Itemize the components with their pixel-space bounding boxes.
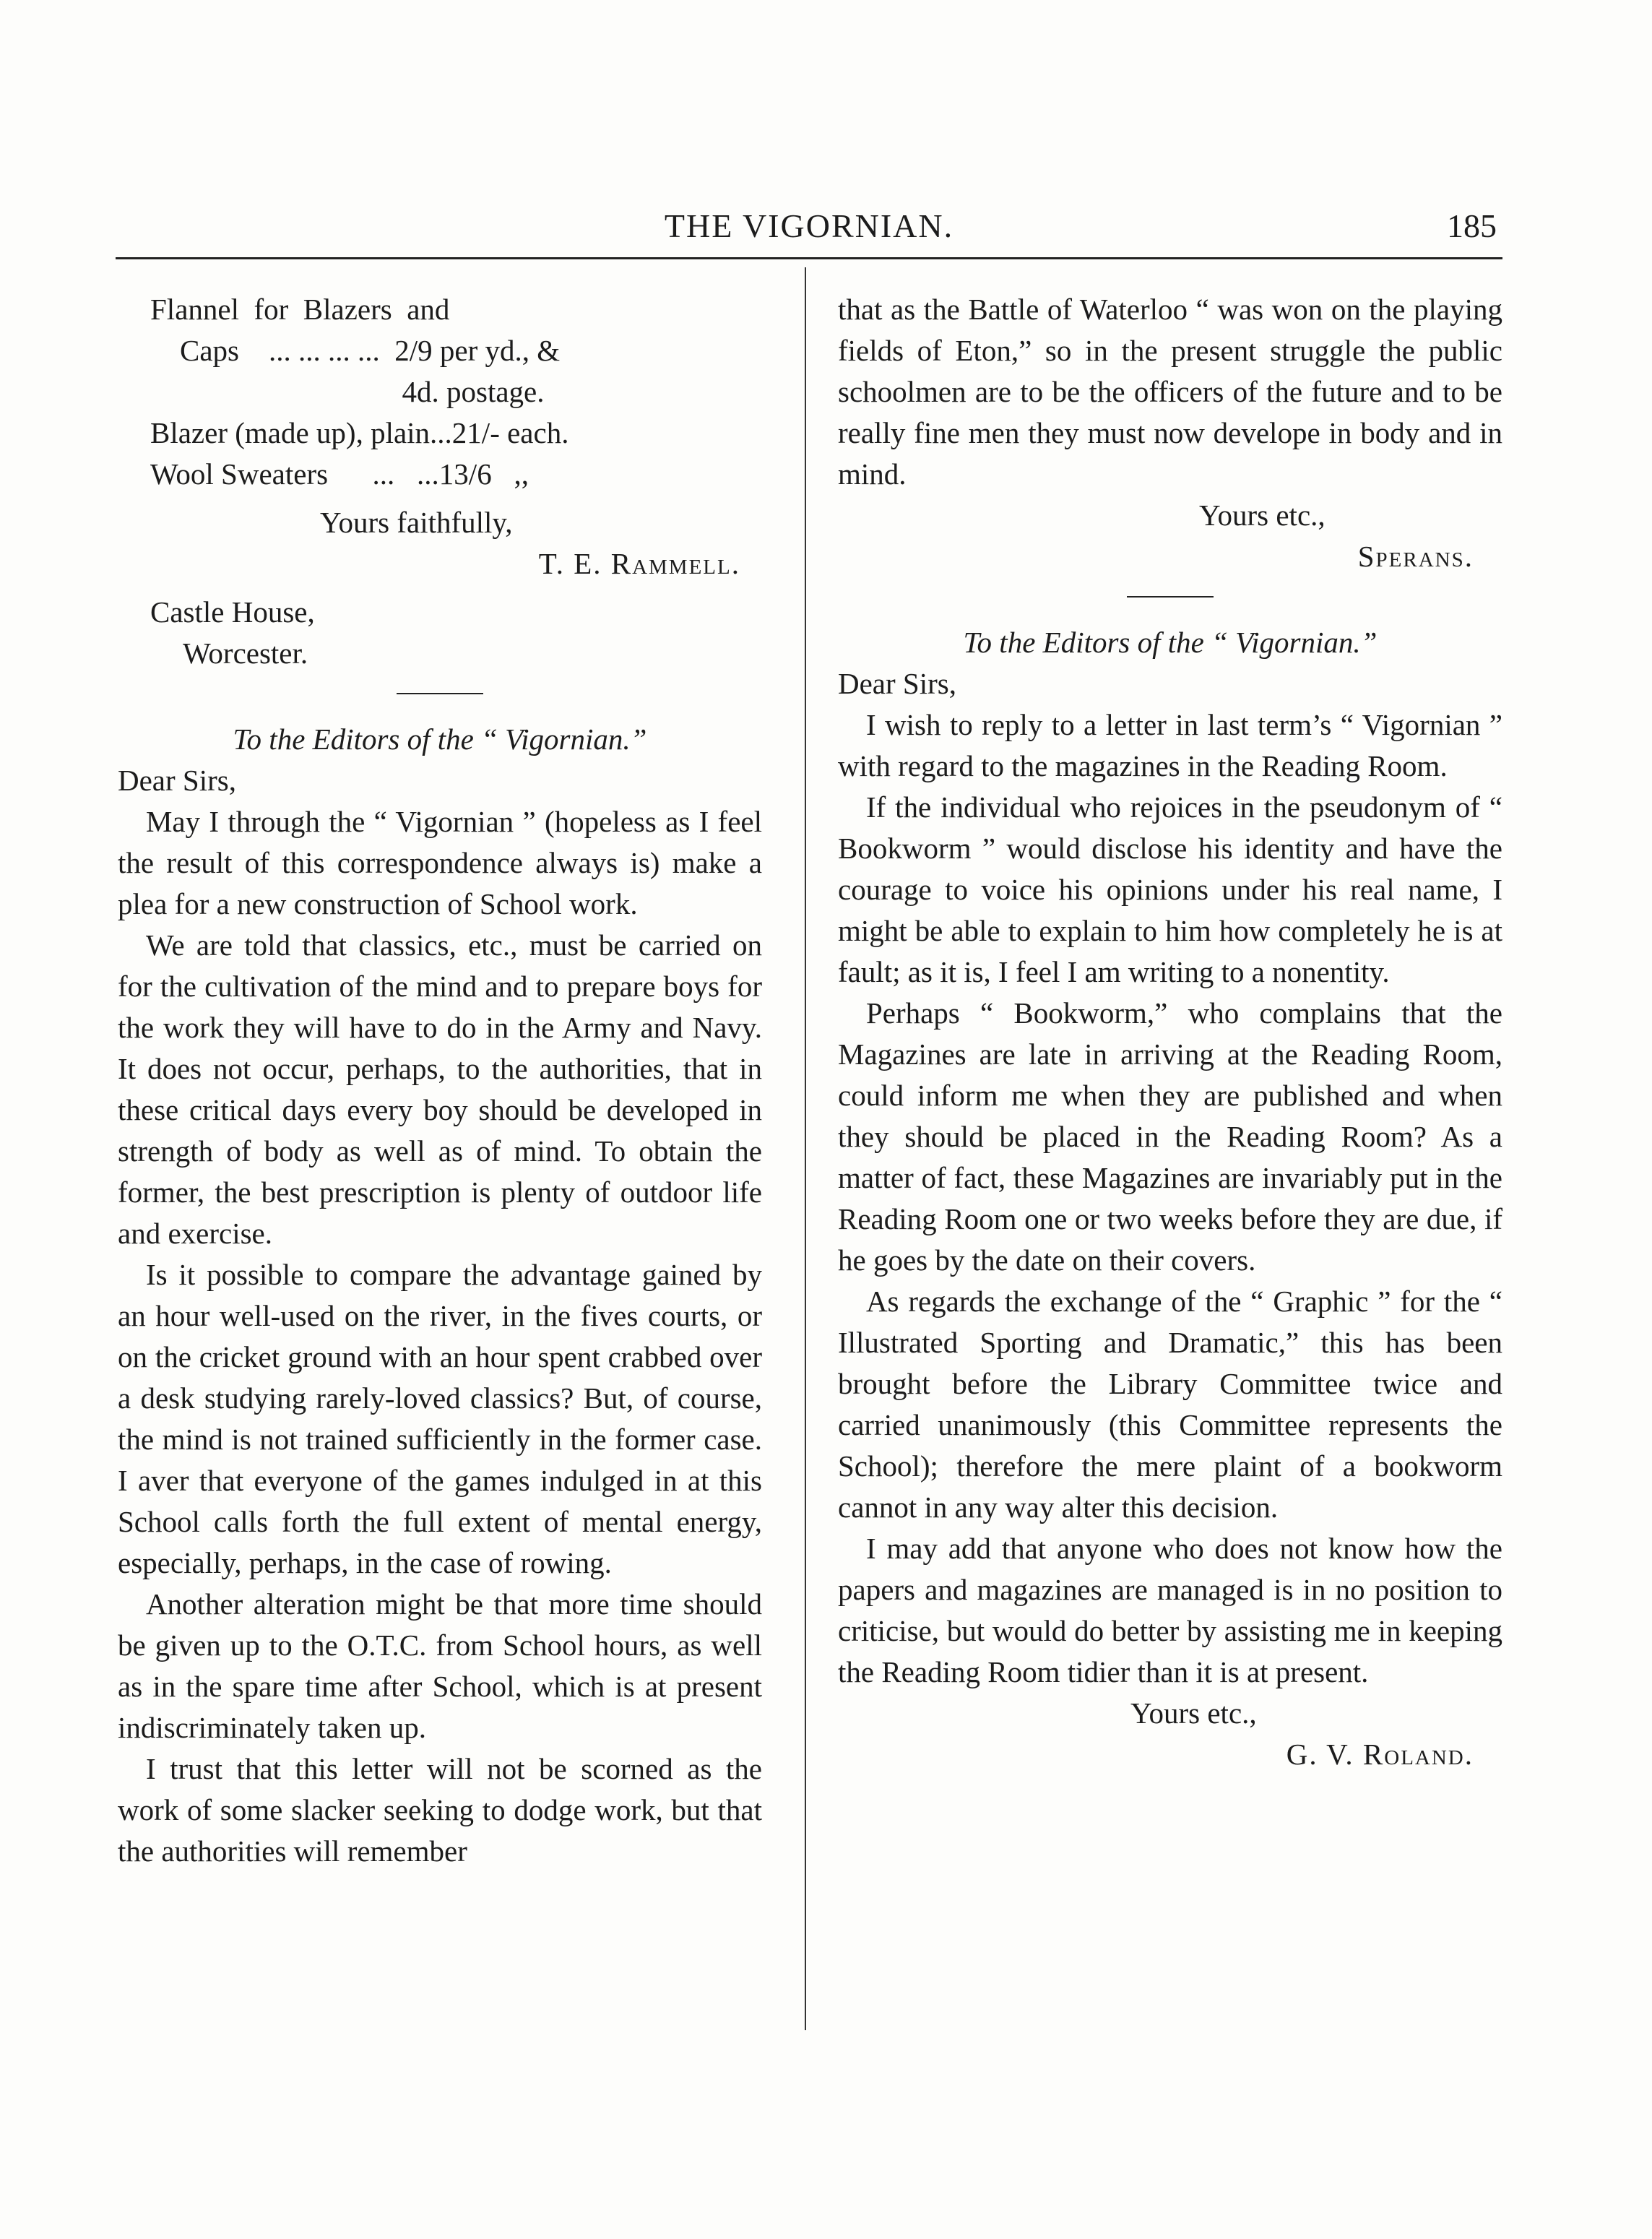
left-column: [118, 289, 762, 1872]
letter-heading: To the Editors of the “ Vigornian.”: [233, 722, 647, 756]
closing: Yours etc.,: [1199, 499, 1326, 532]
paragraph: May I through the “ Vigornian ” (hopeless as I feel the result of this correspondence always is) make a plea for a new construction of School work.: [118, 805, 762, 920]
salutation: Dear Sirs,: [838, 667, 956, 700]
page-title: THE VIGORNIAN.: [664, 207, 954, 244]
paragraph: I trust that this letter will not be scorned as the work of some slacker seeking to dodge work, but that the authorities will remember: [118, 1752, 762, 1868]
column-divider: [805, 267, 806, 2030]
signature: G. V. Roland.: [1286, 1738, 1474, 1771]
price-list: [118, 289, 762, 495]
address-line: Worcester.: [183, 637, 308, 670]
paragraph: As regards the exchange of the “ Graphic ” for the “ Illustrated Sporting and Dramatic,” this has been brought before the Library Committee twice and carried unanimously (this Committee represents the School); therefore the mere plaint of a bookworm cannot in any way alter this decision.: [838, 1285, 1502, 1524]
paragraph: Another alteration might be that more time should be given up to the O.T.C. from School hours, as well as in the spare time after School, which is at present indiscriminately taken up.: [118, 1587, 762, 1744]
closing: Yours etc.,: [1130, 1696, 1257, 1730]
page-header: [116, 204, 1502, 259]
closing: Yours faithfully,: [320, 506, 513, 539]
salutation: Dear Sirs,: [118, 764, 236, 797]
price-line: 4d. postage.: [150, 375, 545, 408]
section-rule: [397, 693, 483, 694]
right-column: [838, 289, 1502, 1775]
price-line: Caps ... ... ... ... 2/9 per yd., &: [150, 334, 561, 367]
signature: Sperans.: [1357, 540, 1474, 573]
section-rule: [1127, 596, 1214, 598]
price-line: Wool Sweaters ... ...13/6 ,,: [150, 457, 529, 491]
signature: T. E. Rammell.: [538, 547, 740, 580]
paragraph: that as the Battle of Waterloo “ was won on the playing fields of Eton,” so in the present struggle the public schoolmen are to be the officers of the future and to be really fine men they must now develope in body and in mind.: [838, 293, 1502, 491]
paragraph: Is it possible to compare the advantage gained by an hour well-used on the river, in the fives courts, or on the cricket ground with an hour spent crabbed over a desk studying rarely-loved classics? But, of course, the mind is not trained sufficiently in the former case. I aver that everyone of the games indulged in at this School calls forth the full extent of mental energy, especially, perhaps, in the case of rowing.: [118, 1258, 762, 1579]
address-line: Castle House,: [150, 595, 315, 629]
paragraph: I may add that anyone who does not know how the papers and magazines are managed is in no position to criticise, but would do better by assisting me in keeping the Reading Room tidier than it is at present.: [838, 1532, 1502, 1688]
paragraph: I wish to reply to a letter in last term’s “ Vigornian ” with regard to the magazines in the Reading Room.: [838, 708, 1502, 782]
price-line: Flannel for Blazers and: [150, 293, 450, 326]
letter-heading: To the Editors of the “ Vigornian.”: [963, 626, 1378, 659]
paragraph: Perhaps “ Bookworm,” who complains that the Magazines are late in arriving at the Reading Room, could inform me when they are published and when they should be placed in the Reading Room? As a matter of fact, these Magazines are invariably put in the Reading Room one or two weeks before they are due, if he goes by the date on their covers.: [838, 996, 1502, 1277]
paragraph: If the individual who rejoices in the pseudonym of “ Bookworm ” would disclose his identity and have the courage to voice his opinions under his real name, I might be able to explain to him how completely he is at fault; as it is, I feel I am writing to a nonentity.: [838, 790, 1502, 988]
paragraph: We are told that classics, etc., must be carried on for the cultivation of the mind and to prepare boys for the work they will have to do in the Army and Navy. It does not occur, perhaps, to the authorities, that in these critical days every boy should be developed in strength of body as well as of mind. To obtain the former, the best prescription is plenty of outdoor life and exercise.: [118, 928, 762, 1250]
page-number: 185: [1447, 207, 1497, 244]
price-line: Blazer (made up), plain...21/- each.: [150, 416, 569, 449]
